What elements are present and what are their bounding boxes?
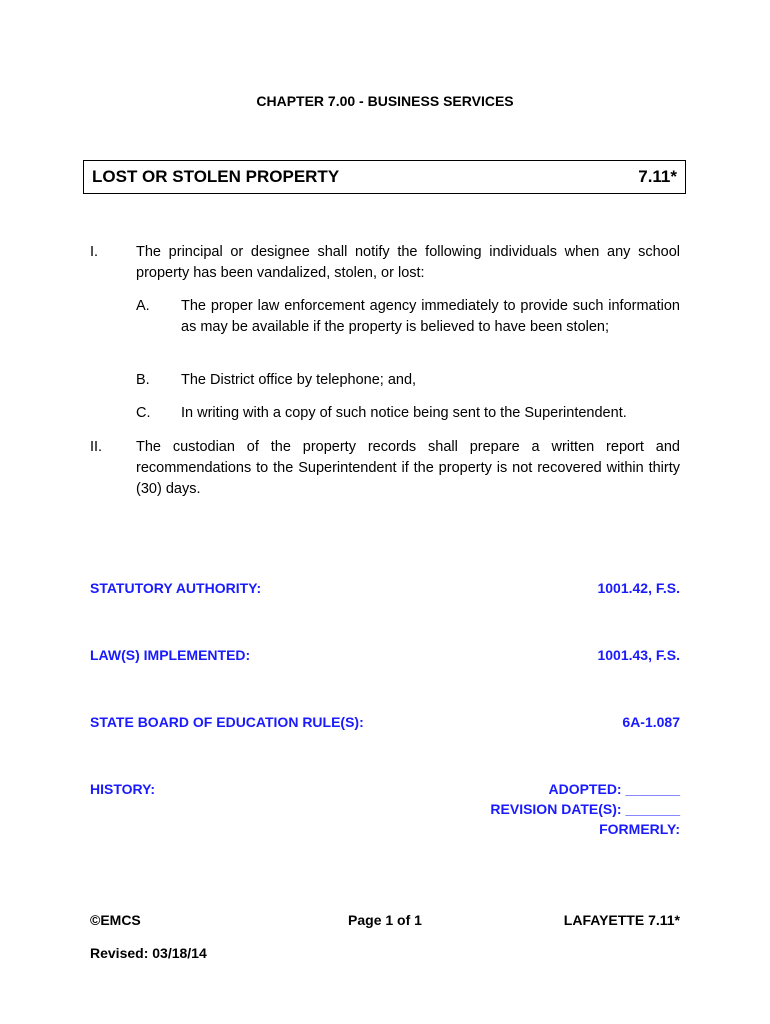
policy-title: LOST OR STOLEN PROPERTY: [92, 167, 340, 186]
footer-revised-date: Revised: 03/18/14: [90, 945, 207, 961]
laws-implemented-value: 1001.43, F.S.: [597, 647, 680, 663]
item-b-text: The District office by telephone; and,: [181, 372, 417, 388]
statutory-authority-value: 1001.42, F.S.: [597, 580, 680, 596]
item-a-letter: A.: [136, 298, 150, 314]
item-c-text: In writing with a copy of such notice being sent to the Superintendent.: [181, 405, 627, 421]
footer-copyright: ©EMCS: [90, 912, 141, 928]
board-rules-value: 6A-1.087: [622, 714, 680, 730]
footer-policy-code: LAFAYETTE 7.11*: [563, 912, 680, 928]
formerly-line: FORMERLY:: [599, 821, 680, 837]
item-a-text: The proper law enforcement agency immediately to provide such information as may be available if the property is believed to have been stolen;: [181, 298, 680, 335]
section-2-number: II.: [90, 439, 103, 455]
chapter-heading: CHAPTER 7.00 - BUSINESS SERVICES: [256, 93, 514, 109]
policy-title-box: [83, 160, 686, 194]
section-2-text: The custodian of the property records shall prepare a written report and recommendations to the Superintendent if the property is not recovered within thirty (30) days.: [136, 439, 680, 497]
revision-date-line: REVISION DATE(S): _______: [490, 801, 680, 817]
laws-implemented-label: LAW(S) IMPLEMENTED:: [90, 647, 251, 663]
footer-page-number: Page 1 of 1: [348, 912, 422, 928]
section-1-text: The principal or designee shall notify the following individuals when any school property has been vandalized, stolen, or lost:: [136, 244, 680, 281]
adopted-line: ADOPTED: _______: [548, 781, 680, 797]
item-c-letter: C.: [136, 405, 151, 421]
policy-number: 7.11*: [638, 167, 677, 186]
history-label: HISTORY:: [90, 781, 156, 797]
section-1-number: I.: [90, 244, 99, 260]
statutory-authority-label: STATUTORY AUTHORITY:: [90, 580, 262, 596]
item-b-letter: B.: [136, 372, 150, 388]
board-rules-label: STATE BOARD OF EDUCATION RULE(S):: [90, 714, 364, 730]
